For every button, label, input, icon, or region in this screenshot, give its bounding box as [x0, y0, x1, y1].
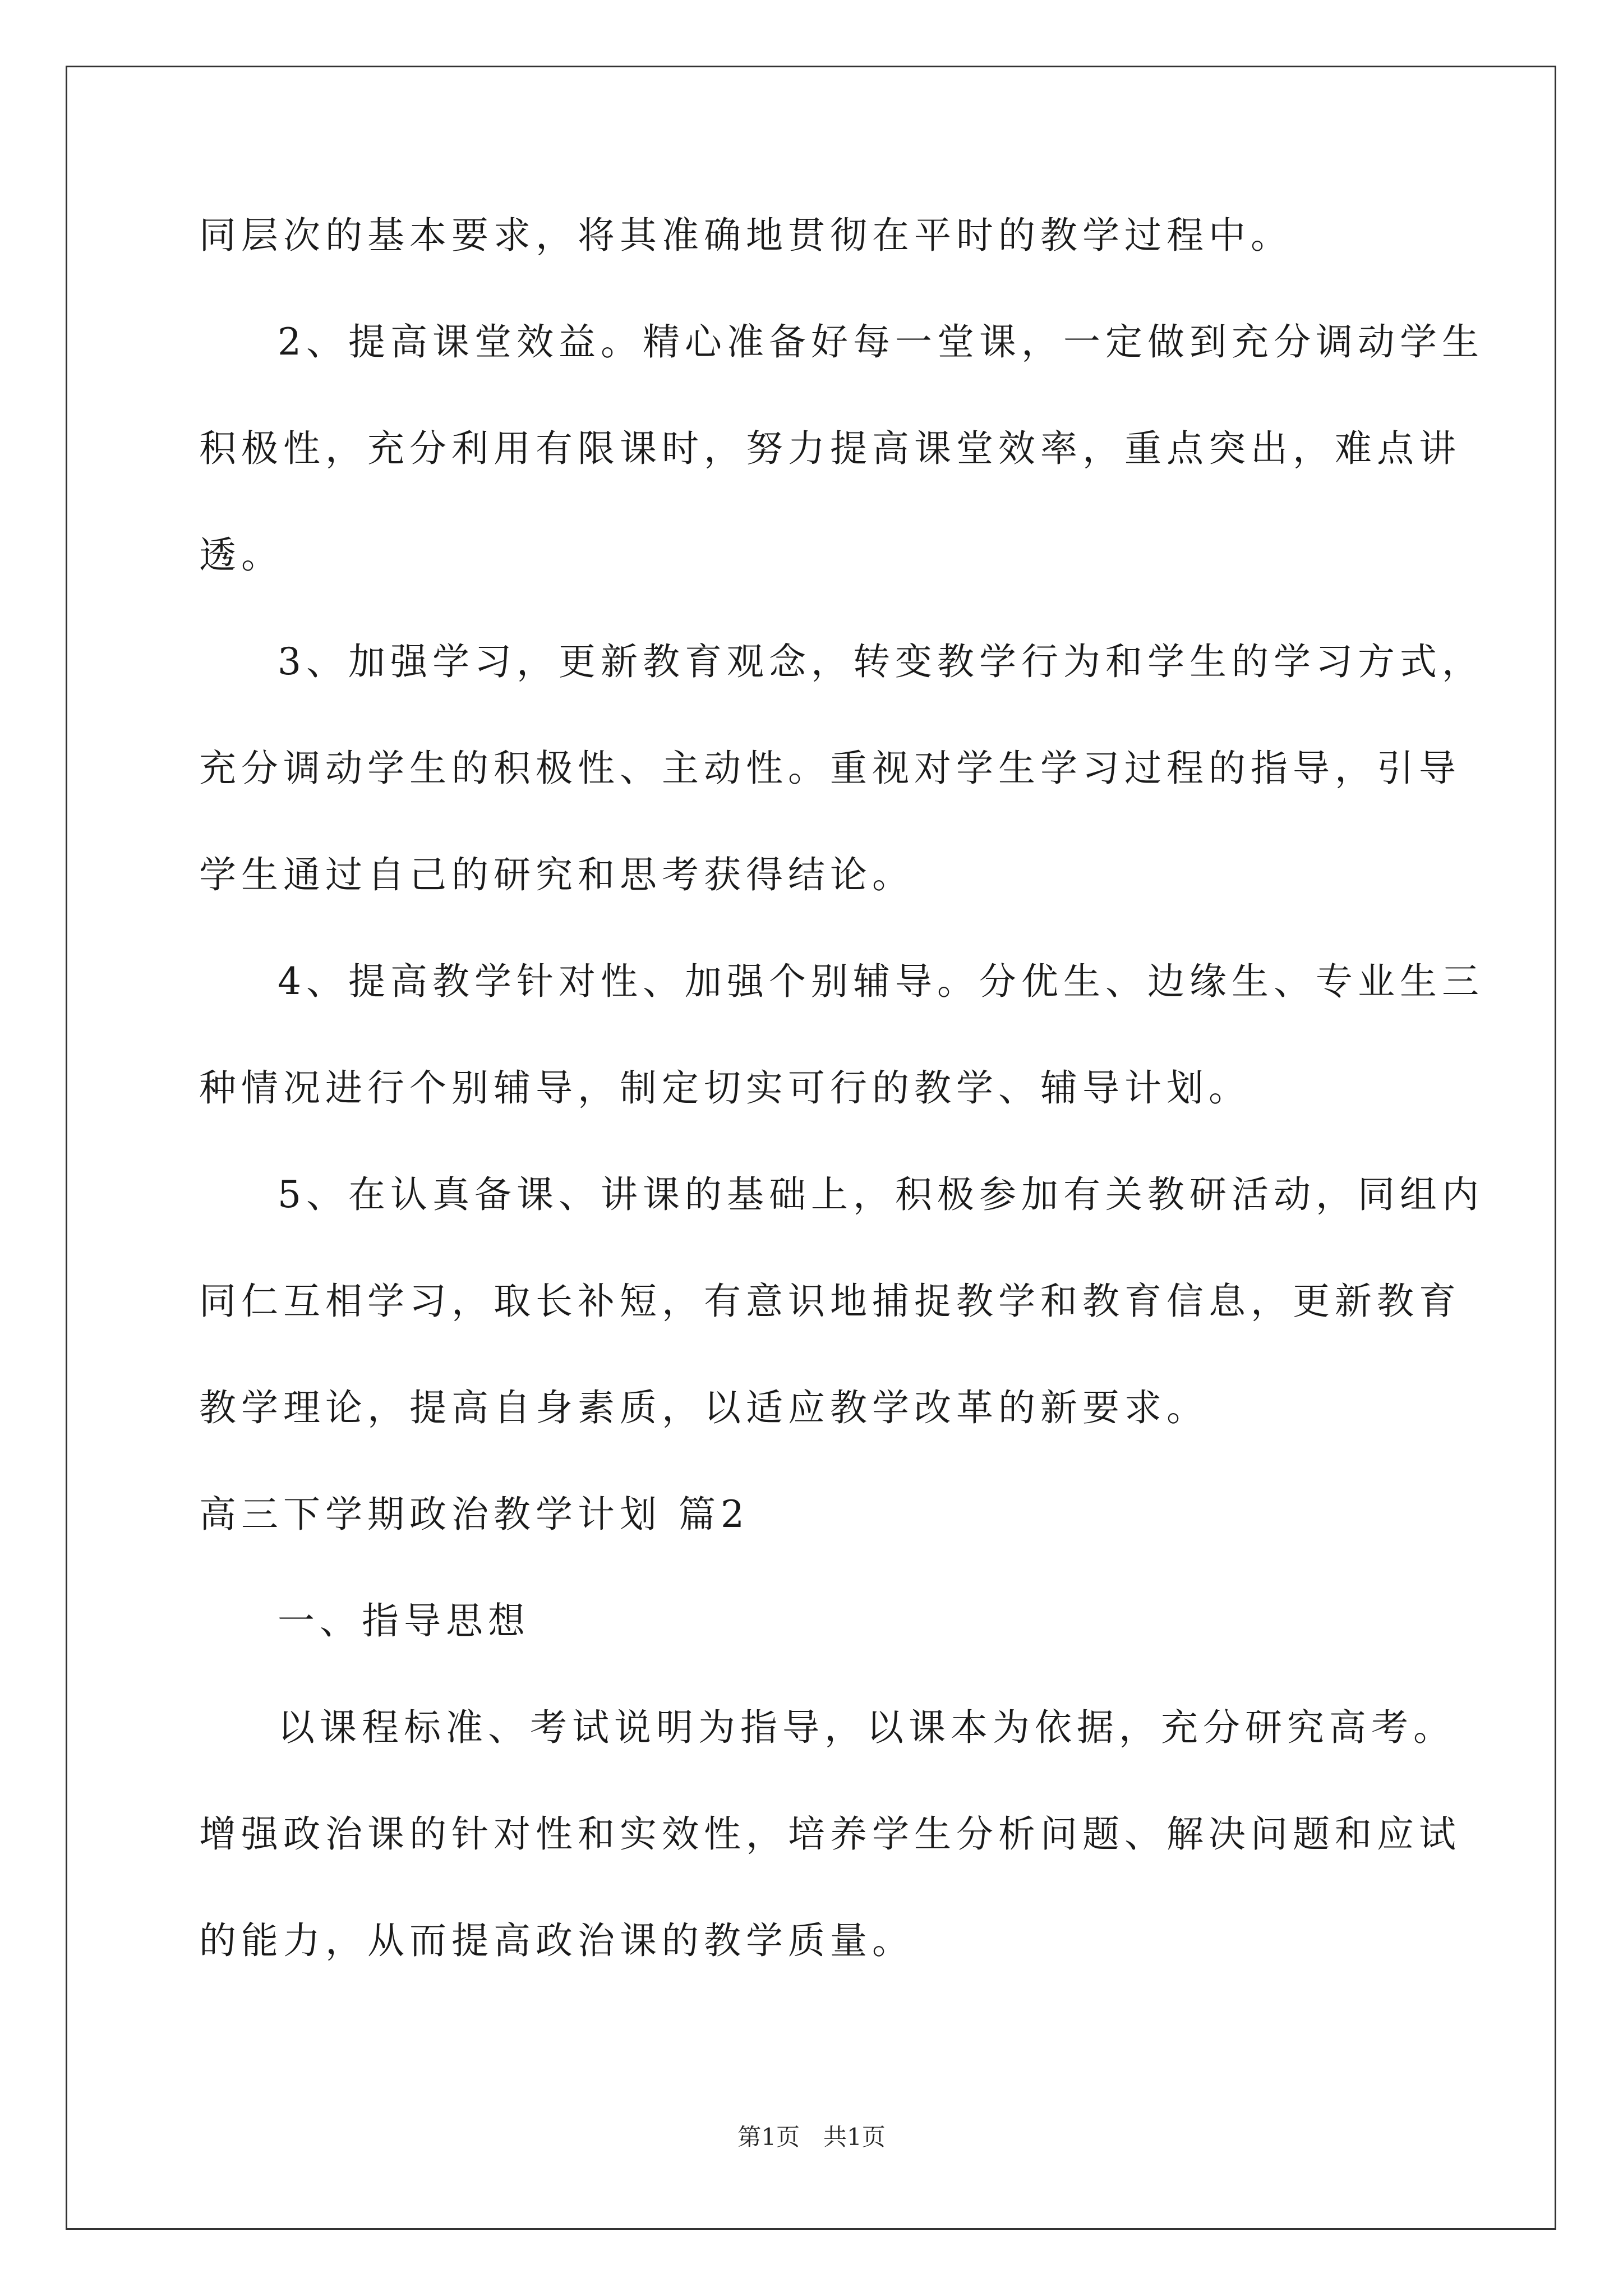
text-line: 5、在认真备课、讲课的基础上，积极参加有关教研活动，同组内 — [278, 1173, 1484, 1216]
text-line: 4、提高教学针对性、加强个别辅导。分优生、边缘生、专业生三 — [278, 960, 1484, 1003]
subsection-heading: 一、指导思想 — [278, 1599, 530, 1642]
text-line: 同层次的基本要求，将其准确地贯彻在平时的教学过程中。 — [199, 214, 1293, 257]
text-line: 同仁互相学习，取长补短，有意识地捕捉教学和教育信息，更新教育 — [199, 1280, 1461, 1323]
text-line: 教学理论，提高自身素质，以适应教学改革的新要求。 — [199, 1386, 1209, 1429]
text-line: 透。 — [199, 533, 283, 577]
text-line: 2、提高课堂效益。精心准备好每一堂课，一定做到充分调动学生 — [278, 320, 1484, 364]
section-heading: 高三下学期政治教学计划 篇2 — [199, 1493, 749, 1536]
text-line: 学生通过自己的研究和思考获得结论。 — [199, 853, 914, 896]
page-border — [66, 66, 1556, 2230]
text-line: 种情况进行个别辅导，制定切实可行的教学、辅导计划。 — [199, 1066, 1251, 1110]
text-line: 积极性，充分利用有限课时，努力提高课堂效率，重点突出，难点讲 — [199, 427, 1461, 470]
text-line: 的能力，从而提高政治课的教学质量。 — [199, 1919, 914, 1962]
text-line: 充分调动学生的积极性、主动性。重视对学生学习过程的指导，引导 — [199, 747, 1461, 790]
page-footer: 第1页 共1页 — [737, 2123, 886, 2151]
text-line: 以课程标准、考试说明为指导，以课本为依据，充分研究高考。 — [278, 1706, 1455, 1749]
text-line: 增强政治课的针对性和实效性，培养学生分析问题、解决问题和应试 — [199, 1812, 1461, 1856]
text-line: 3、加强学习，更新教育观念，转变教学行为和学生的学习方式， — [278, 640, 1484, 683]
